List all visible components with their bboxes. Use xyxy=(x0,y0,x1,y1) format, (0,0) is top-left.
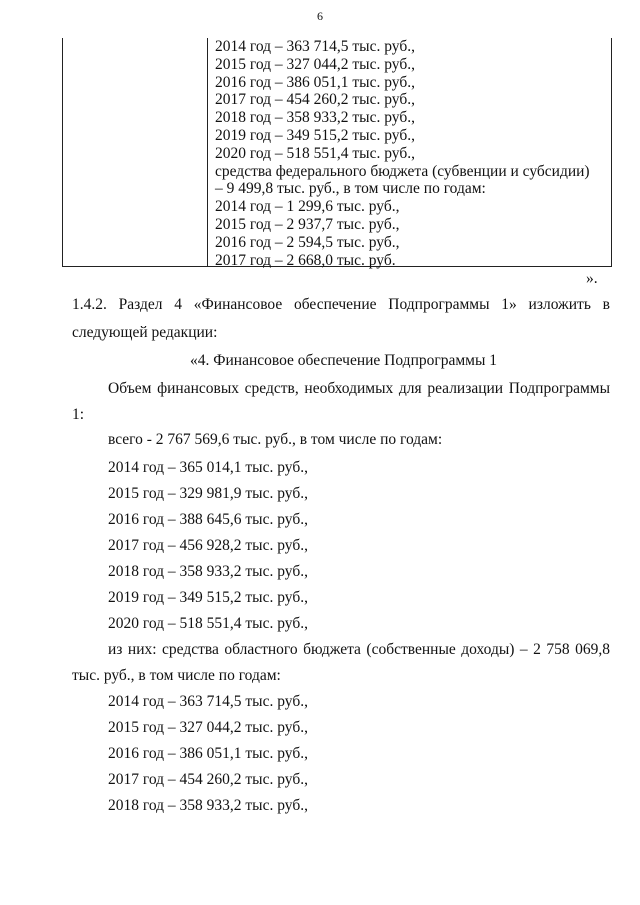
paragraph-amendment-line2: следующей редакции: xyxy=(72,324,218,341)
total-year-line: 2019 год – 349 515,2 тыс. руб., xyxy=(108,589,308,606)
table-column-divider xyxy=(207,38,208,266)
total-year-line: 2017 год – 456 928,2 тыс. руб., xyxy=(108,537,308,554)
table-line: 2018 год – 358 933,2 тыс. руб., xyxy=(215,109,415,127)
section-heading: «4. Финансовое обеспечение Подпрограммы 1 xyxy=(190,352,498,369)
table-line: 2016 год – 386 051,1 тыс. руб., xyxy=(215,73,415,91)
total-year-line: 2018 год – 358 933,2 тыс. руб., xyxy=(108,563,308,580)
regional-budget-line1: из них: средства областного бюджета (собственные доходы) – 2 758 069,8 xyxy=(108,641,610,658)
table-line: 2019 год – 349 515,2 тыс. руб., xyxy=(215,126,415,144)
regional-year-line: 2018 год – 358 933,2 тыс. руб., xyxy=(108,797,308,814)
regional-year-line: 2017 год – 454 260,2 тыс. руб., xyxy=(108,771,308,788)
table-line: 2015 год – 2 937,7 тыс. руб., xyxy=(215,215,400,233)
regional-budget-line2: тыс. руб., в том числе по годам: xyxy=(72,667,281,684)
table-fragment xyxy=(62,38,612,267)
table-line: 2014 год – 1 299,6 тыс. руб., xyxy=(215,198,400,216)
regional-year-line: 2016 год – 386 051,1 тыс. руб., xyxy=(108,745,308,762)
table-line: 2016 год – 2 594,5 тыс. руб., xyxy=(215,233,400,251)
paragraph-volume-line1: Объем финансовых средств, необходимых для реализации Подпрограммы xyxy=(108,380,610,397)
total-year-line: 2015 год – 329 981,9 тыс. руб., xyxy=(108,485,308,502)
table-line: 2017 год – 454 260,2 тыс. руб., xyxy=(215,91,415,109)
table-line: средства федерального бюджета (субвенции и субсидии) xyxy=(215,162,590,180)
total-year-line: 2016 год – 388 645,6 тыс. руб., xyxy=(108,511,308,528)
regional-year-line: 2015 год – 327 044,2 тыс. руб., xyxy=(108,719,308,736)
page-number: 6 xyxy=(317,9,323,23)
table-line: 2017 год – 2 668,0 тыс. руб. xyxy=(215,251,396,269)
regional-year-line: 2014 год – 363 714,5 тыс. руб., xyxy=(108,693,308,710)
paragraph-volume-line2: 1: xyxy=(72,406,85,423)
table-line: 2014 год – 363 714,5 тыс. руб., xyxy=(215,38,415,55)
table-line: 2015 год – 327 044,2 тыс. руб., xyxy=(215,55,415,73)
table-line: – 9 499,8 тыс. руб., в том числе по годам: xyxy=(215,180,486,198)
table-cell-content xyxy=(215,38,607,269)
closing-quote: ». xyxy=(586,270,598,287)
total-line: всего - 2 767 569,6 тыс. руб., в том числе по годам: xyxy=(108,431,443,448)
total-year-line: 2020 год – 518 551,4 тыс. руб., xyxy=(108,615,308,632)
table-line: 2020 год – 518 551,4 тыс. руб., xyxy=(215,144,415,162)
paragraph-amendment-line1: 1.4.2. Раздел 4 «Финансовое обеспечение Подпрограммы 1» изложить в xyxy=(72,296,610,313)
total-year-line: 2014 год – 365 014,1 тыс. руб., xyxy=(108,459,308,476)
